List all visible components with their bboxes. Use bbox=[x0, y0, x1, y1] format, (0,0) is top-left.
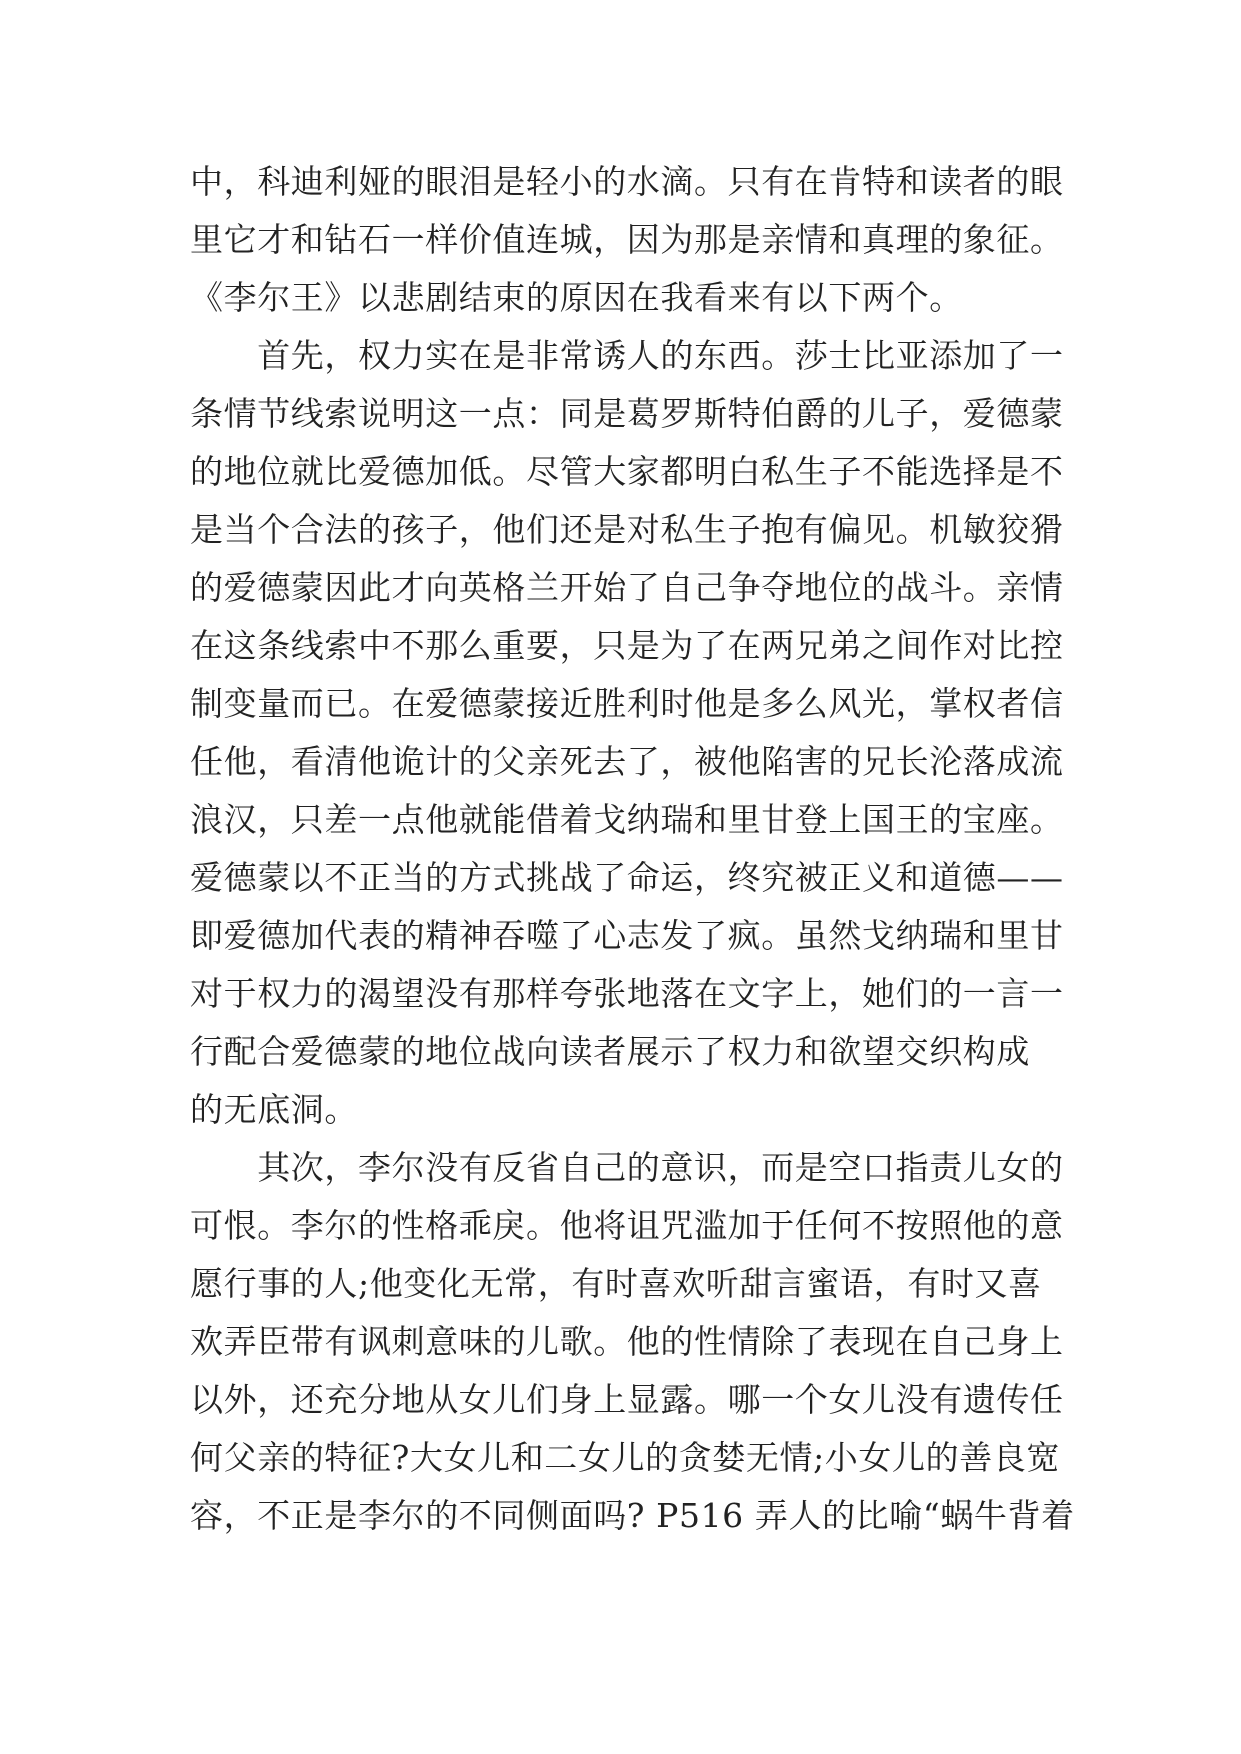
text-line: 以外，还充分地从女儿们身上显露。哪一个女儿没有遗传任 bbox=[190, 1380, 1064, 1419]
text-line: 《李尔王》以悲剧结束的原因在我看来有以下两个。 bbox=[190, 278, 963, 317]
text-line: 里它才和钻石一样价值连城，因为那是亲情和真理的象征。 bbox=[190, 220, 1064, 259]
text-line: 在这条线索中不那么重要，只是为了在两兄弟之间作对比控 bbox=[190, 626, 1064, 665]
text-line: 制变量而已。在爱德蒙接近胜利时他是多么风光，掌权者信 bbox=[190, 684, 1064, 723]
text-line: 的爱德蒙因此才向英格兰开始了自己争夺地位的战斗。亲情 bbox=[190, 568, 1064, 607]
text-line: 首先，权力实在是非常诱人的东西。莎士比亚添加了一 bbox=[190, 336, 1064, 375]
body-text bbox=[190, 153, 1075, 1545]
text-line: 愿行事的人;他变化无常，有时喜欢听甜言蜜语，有时又喜 bbox=[190, 1264, 1042, 1303]
text-line: 中，科迪利娅的眼泪是轻小的水滴。只有在肯特和读者的眼 bbox=[190, 162, 1064, 201]
text-line: 容，不正是李尔的不同侧面吗? P516 弄人的比喻“蜗牛背着 bbox=[190, 1496, 1075, 1535]
text-line: 何父亲的特征?大女儿和二女儿的贪婪无情;小女儿的善良宽 bbox=[190, 1438, 1061, 1477]
text-line: 任他，看清他诡计的父亲死去了，被他陷害的兄长沦落成流 bbox=[190, 742, 1064, 781]
text-line: 其次，李尔没有反省自己的意识，而是空口指责儿女的 bbox=[190, 1148, 1064, 1187]
text-line: 欢弄臣带有讽刺意味的儿歌。他的性情除了表现在自己身上 bbox=[190, 1322, 1064, 1361]
text-line: 可恨。李尔的性格乖戾。他将诅咒滥加于任何不按照他的意 bbox=[190, 1206, 1064, 1245]
text-line: 对于权力的渴望没有那样夸张地落在文字上，她们的一言一 bbox=[190, 974, 1064, 1013]
text-line: 的无底洞。 bbox=[190, 1090, 358, 1129]
text-line: 是当个合法的孩子，他们还是对私生子抱有偏见。机敏狡猾 bbox=[190, 510, 1064, 549]
text-line: 浪汉，只差一点他就能借着戈纳瑞和里甘登上国王的宝座。 bbox=[190, 800, 1064, 839]
text-line: 爱德蒙以不正当的方式挑战了命运，终究被正义和道德—— bbox=[190, 858, 1064, 897]
text-line: 的地位就比爱德加低。尽管大家都明白私生子不能选择是不 bbox=[190, 452, 1064, 491]
text-line: 即爱德加代表的精神吞噬了心志发了疯。虽然戈纳瑞和里甘 bbox=[190, 916, 1064, 955]
text-line: 条情节线索说明这一点：同是葛罗斯特伯爵的儿子，爱德蒙 bbox=[190, 394, 1064, 433]
text-line: 行配合爱德蒙的地位战向读者展示了权力和欲望交织构成 bbox=[190, 1032, 1030, 1071]
